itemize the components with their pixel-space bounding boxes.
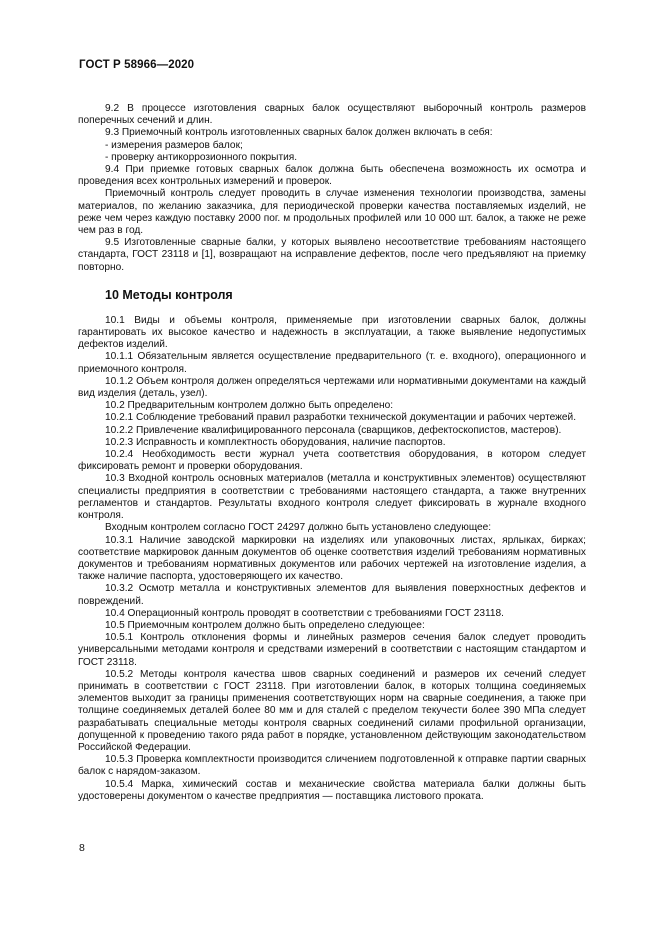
list-item: - проверку антикоррозионного покрытия. [105,151,298,163]
paragraph: 10.2 Предварительным контролем должно быть определено: [105,400,394,412]
paragraph: 10.4 Операционный контроль проводят в соответствии с требованиями ГОСТ 23118. [105,607,504,619]
page-number: 8 [79,842,85,854]
paragraph: Приемочный контроль следует проводить в случае изменения технологии производства, замены материалов, по желанию заказчика, для периодической проверки качества поставляемых изделий, не реже чем через каждую поставку 2000 пог. м продольных профилей или 10 000 шт. балок, а также не реже чем раз в год. [78,188,586,237]
paragraph: 9.2 В процессе изготовления сварных балок осуществляют выборочный контроль размеров поперечных сечений и длин. [78,103,586,127]
document-header: ГОСТ Р 58966—2020 [79,59,195,71]
paragraph: Входным контролем согласно ГОСТ 24297 должно быть установлено следующее: [105,522,492,534]
paragraph: 10.3.2 Осмотр металла и конструктивных элементов для выявления поверхностных дефектов и повреждений. [78,583,586,607]
section-heading: 10 Методы контроля [105,287,233,302]
paragraph: 10.5.3 Проверка комплектности производится сличением подготовленной к отправке партии сварных балок с нарядом-заказом. [78,754,586,778]
paragraph: 10.2.3 Исправность и комплектность оборудования, наличие паспортов. [105,436,446,448]
document-body [78,103,586,803]
section-9-continuation [78,103,586,274]
list-item: - измерения размеров балок; [105,139,243,151]
paragraph: 9.4 При приемке готовых сварных балок должна быть обеспечена возможность их осмотра и проведения всех контрольных измерений и проверок. [78,164,586,188]
paragraph: 10.1.2 Объем контроля должен определяться чертежами или нормативными документами на каждый вид изделия (деталь, узел). [78,375,586,400]
paragraph: 10.5 Приемочным контролем должно быть определено следующее: [105,619,425,631]
paragraph: 10.5.1 Контроль отклонения формы и линейных размеров сечения балок следует проводить универсальными методами контроля и средствами измерений в соответствии с настоящим стандартом и ГОСТ 23118. [78,632,586,668]
paragraph: 10.3 Входной контроль основных материалов (металла и конструктивных элементов) осуществляют специалисты предприятия в соответствии с требованиями настоящего стандарта, а также внутренних регламентов и стандартов. Результаты входного контроля следует фиксировать в журнале входного контроля. [78,473,586,522]
paragraph: 10.2.1 Соблюдение требований правил разработки технической документации и рабочих чертежей. [105,412,577,424]
paragraph: 9.3 Приемочный контроль изготовленных сварных балок должен включать в себя: [105,127,493,139]
paragraph: 10.2.4 Необходимость вести журнал учета соответствия оборудования, в котором следует фиксировать ремонт и проверки оборудования. [78,449,586,473]
paragraph: 10.1.1 Обязательным является осуществление предварительного (т. е. входного), операционного и приемочного контроля. [78,351,586,375]
paragraph: 10.3.1 Наличие заводской маркировки на изделиях или упаковочных листах, ярлыках, бирках; соответствие маркировок данным документов об оценке соответствия изделий требованиям нормативных документов и требованиям нормативных документов или рабочих чертежей на изготовление изделия, а также наличие паспорта, удостоверяющего их качество. [78,534,586,583]
paragraph: 10.5.2 Методы контроля качества швов сварных соединений и размеров их сечений следует принимать в соответствии с ГОСТ 23118. При изготовлении балок, в которых толщина соединяемых элементов выходит за границы применения соответствующих норм на сварные соединения, а также при толщине соединяемых деталей более 80 мм и для сталей с пределом текучести более 390 МПа следует разрабатывать специальные методы контроля сварных соединений силами профильной организации, допущенной к проведению такого ряда работ в порядке, установленном действующим законодательством Российской Федерации. [78,668,586,753]
paragraph: 9.5 Изготовленные сварные балки, у которых выявлено несоответствие требованиям настоящего стандарта, ГОСТ 23118 и [1], возвращают на исправление дефектов, после чего предъявляют на приемку повторно. [78,237,586,273]
paragraph: 10.5.4 Марка, химический состав и механические свойства материала балки должны быть удостоверены документом о качестве предприятия — поставщика листового проката. [78,778,586,802]
section-10 [78,315,586,803]
paragraph: 10.1 Виды и объемы контроля, применяемые при изготовлении сварных балок, должны гарантировать их высокое качество и надежность в эксплуатации, а также выявление недопустимых дефектов изделий. [78,314,586,351]
paragraph: 10.2.2 Привлечение квалифицированного персонала (сварщиков, дефектоскопистов, мастеров). [105,424,562,436]
